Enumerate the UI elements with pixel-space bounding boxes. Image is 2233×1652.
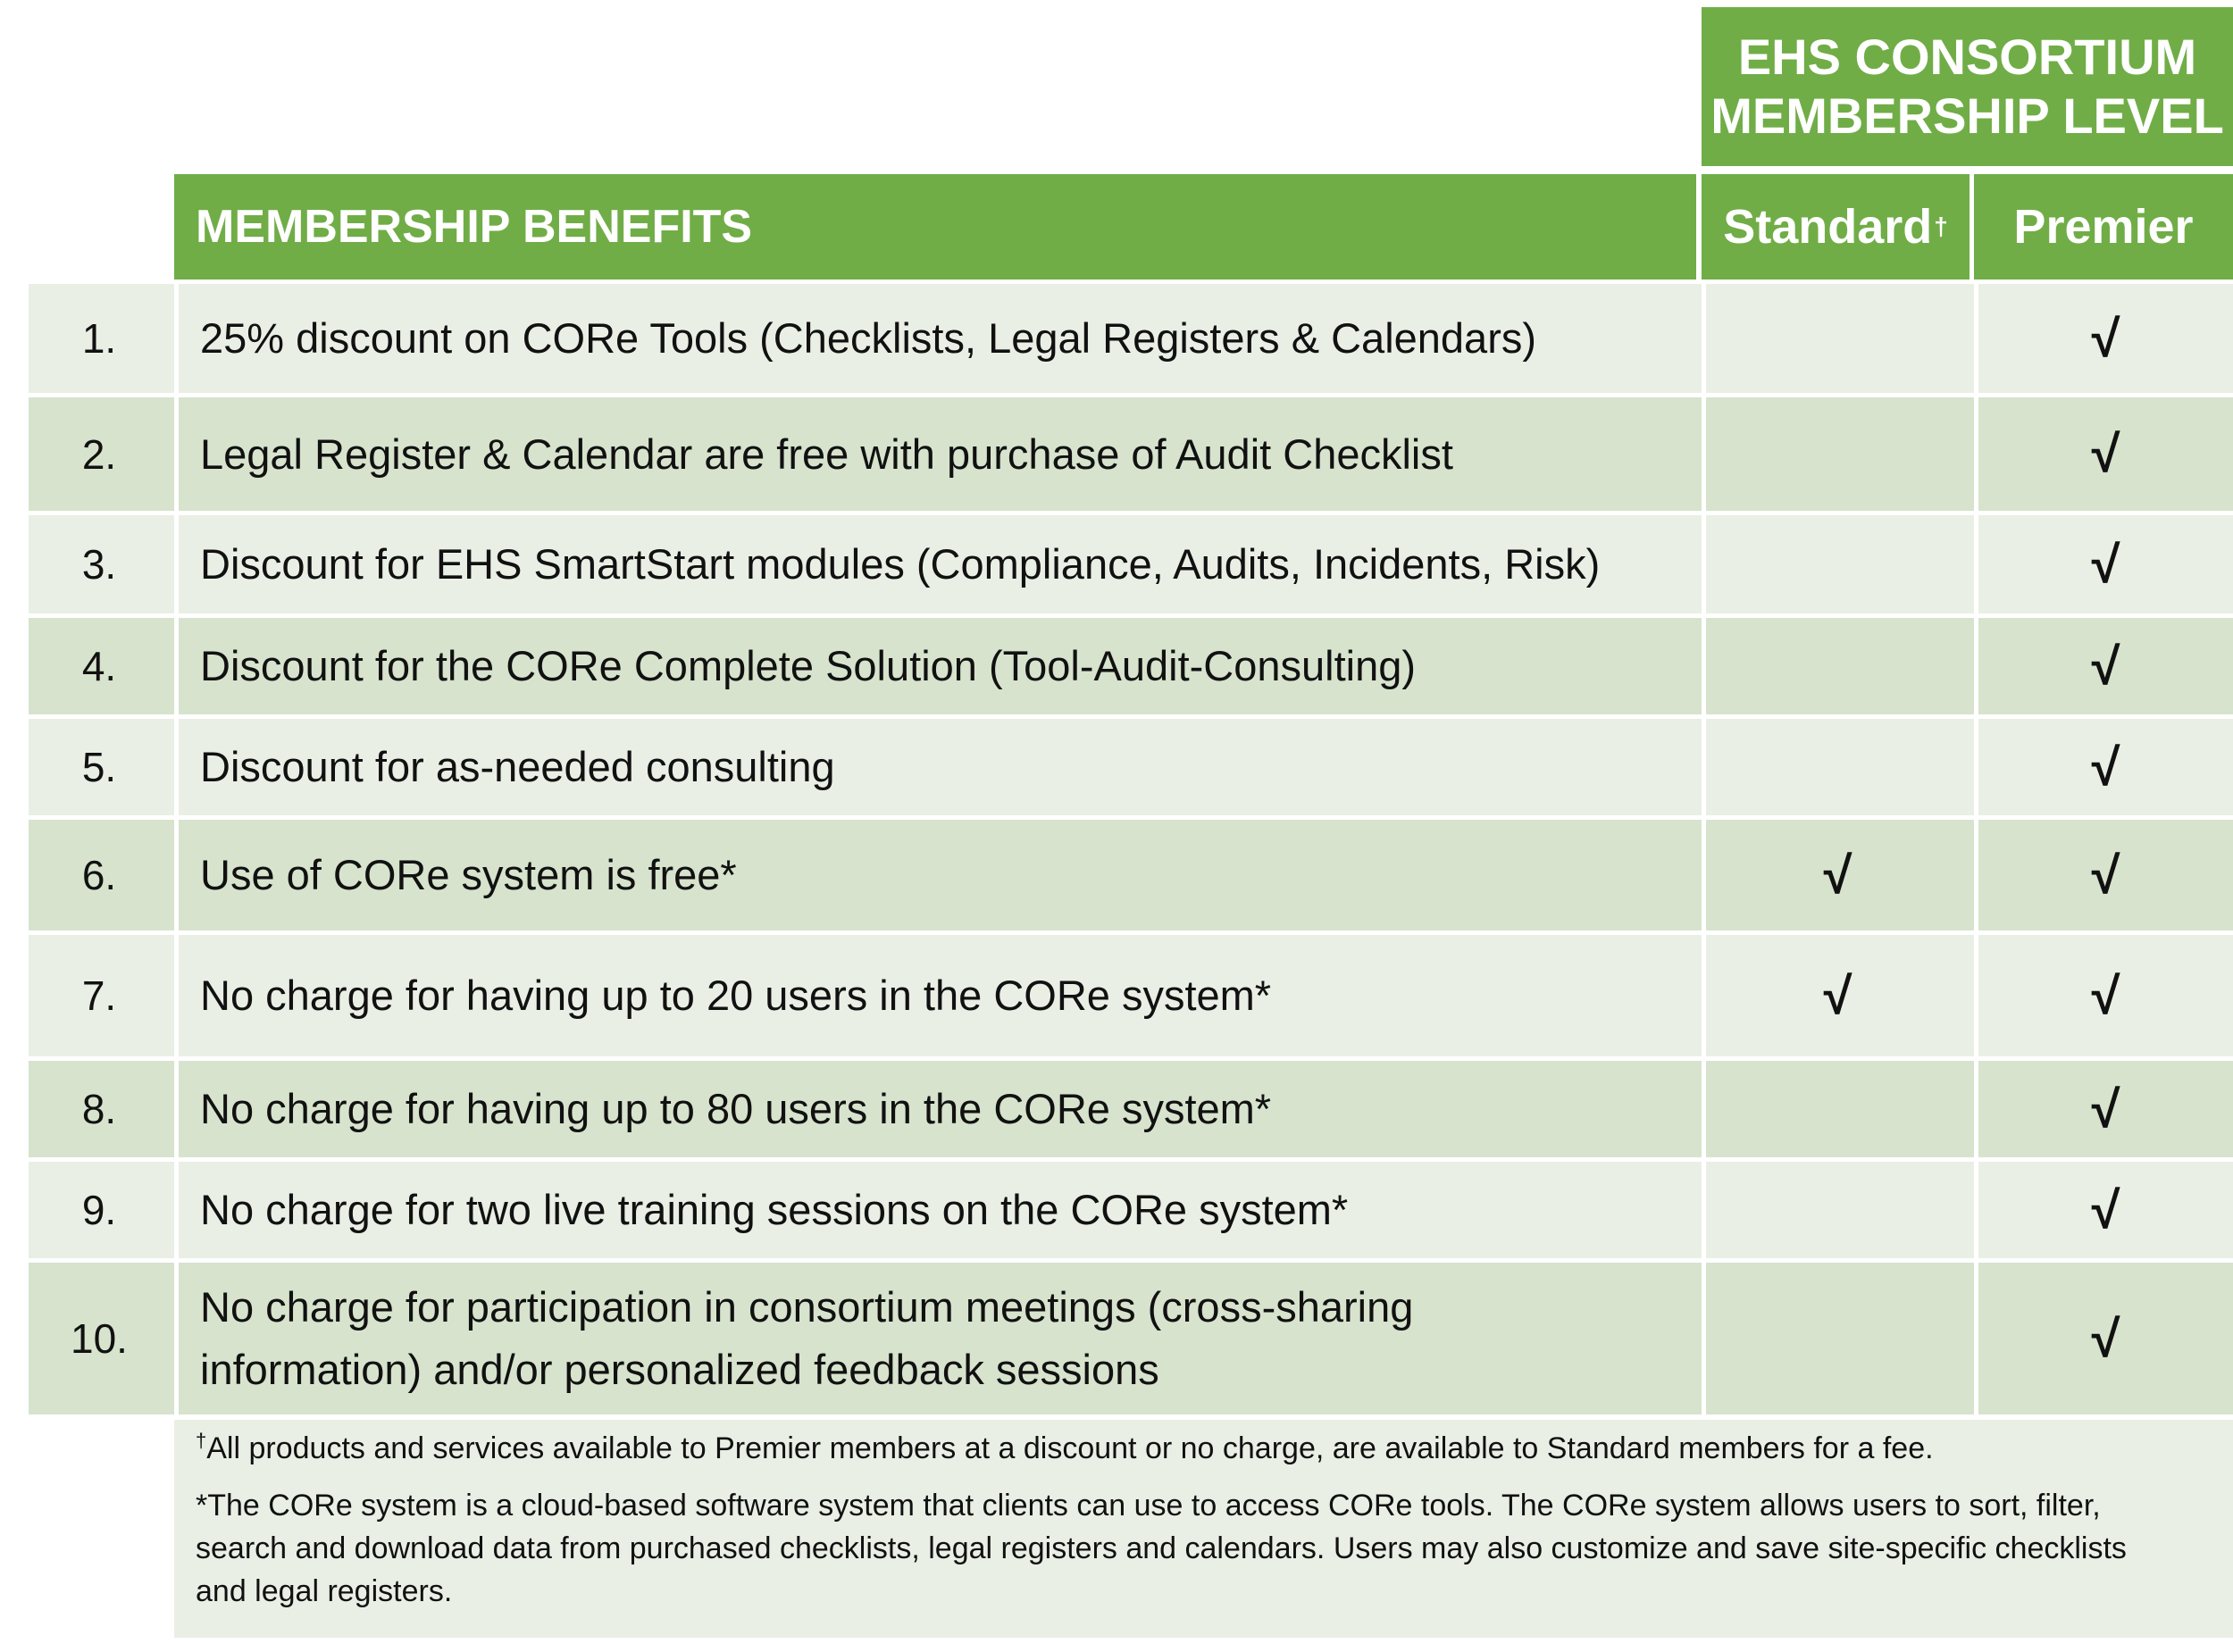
premier-check: √ — [1974, 284, 2233, 393]
table-row — [29, 515, 2233, 613]
benefit-text — [174, 1263, 1697, 1414]
table-row — [29, 284, 2233, 393]
table-row — [29, 820, 2233, 930]
membership-benefits-label: MEMBERSHIP BENEFITS — [196, 201, 753, 253]
standard-check — [1702, 397, 1970, 511]
standard-check: √ — [1702, 935, 1970, 1056]
premier-check: √ — [1974, 1162, 2233, 1258]
standard-check — [1702, 284, 1970, 393]
benefit-text: 25% discount on CORe Tools (Checklists, Legal Registers & Calendars) — [174, 284, 1697, 393]
benefit-text: Legal Register & Calendar are free with purchase of Audit Checklist — [174, 397, 1697, 511]
table-row — [29, 397, 2233, 511]
table-row — [29, 935, 2233, 1056]
standard-check — [1702, 1061, 1970, 1157]
benefit-text: No charge for two live training sessions on the CORe system* — [174, 1162, 1697, 1258]
benefit-text: Use of CORe system is free* — [174, 820, 1697, 930]
benefit-text-line-2: information) and/or personalized feedback sessions — [200, 1346, 1159, 1393]
row-number: 9. — [81, 1187, 117, 1233]
row-number: 5. — [81, 744, 117, 790]
row-number: 6. — [81, 852, 117, 898]
footnote-core-system: *The CORe system is a cloud-based software system that clients can use to access CORe tools. The CORe system allows users to sort, filter, search and download data from purchased checklists, legal registers and calendars. Users may also customize and save site-specific checklists and legal registers. — [196, 1489, 2127, 1608]
row-number: 7. — [81, 972, 117, 1019]
benefit-text: Discount for as-needed consulting — [174, 719, 1697, 815]
table-row — [29, 1061, 2233, 1157]
standard-check — [1702, 1162, 1970, 1258]
row-number: 10. — [71, 1315, 128, 1362]
standard-check — [1702, 618, 1970, 714]
membership-level-header — [1702, 7, 2233, 166]
membership-level-title-line-2: MEMBERSHIP LEVEL — [1710, 88, 2224, 144]
table-row — [29, 618, 2233, 714]
benefit-text-line-1: No charge for participation in consortium meetings (cross-sharing — [200, 1283, 1414, 1331]
benefit-text: Discount for EHS SmartStart modules (Compliance, Audits, Incidents, Risk) — [174, 515, 1697, 613]
footnotes — [174, 1420, 2233, 1638]
premier-check: √ — [1974, 935, 2233, 1056]
premier-column-header — [1974, 174, 2233, 280]
table-row — [29, 1162, 2233, 1258]
benefit-text: Discount for the CORe Complete Solution (Tool-Audit-Consulting) — [174, 618, 1697, 714]
premier-check: √ — [1974, 719, 2233, 815]
standard-check: √ — [1702, 820, 1970, 930]
premier-check: √ — [1974, 397, 2233, 511]
table-row — [29, 719, 2233, 815]
membership-benefits-header — [174, 174, 1696, 280]
table-row — [29, 1263, 2233, 1414]
footnote-standard-fee: †All products and services available to Premier members at a discount or no charge, are available to Standard members for a fee. — [196, 1429, 1934, 1465]
row-number: 4. — [81, 643, 117, 689]
standard-check — [1702, 515, 1970, 613]
row-number: 8. — [81, 1086, 117, 1132]
row-number: 1. — [81, 315, 117, 362]
benefit-text: No charge for having up to 80 users in the CORe system* — [174, 1061, 1697, 1157]
row-number: 3. — [81, 541, 117, 588]
standard-label: Standard — [1723, 200, 1933, 254]
premier-check: √ — [1974, 1263, 2233, 1414]
standard-column-header: Standard † — [1702, 174, 1970, 280]
premier-check: √ — [1974, 1061, 2233, 1157]
premier-check: √ — [1974, 820, 2233, 930]
dagger-mark: † — [196, 1429, 207, 1452]
standard-check — [1702, 719, 1970, 815]
membership-level-title-line-1: EHS CONSORTIUM — [1737, 29, 2197, 85]
premier-check: √ — [1974, 618, 2233, 714]
benefit-text: No charge for having up to 20 users in the CORe system* — [174, 935, 1697, 1056]
premier-check: √ — [1974, 515, 2233, 613]
premier-label: Premier — [2013, 200, 2194, 254]
standard-check — [1702, 1263, 1970, 1414]
row-number: 2. — [81, 430, 117, 478]
